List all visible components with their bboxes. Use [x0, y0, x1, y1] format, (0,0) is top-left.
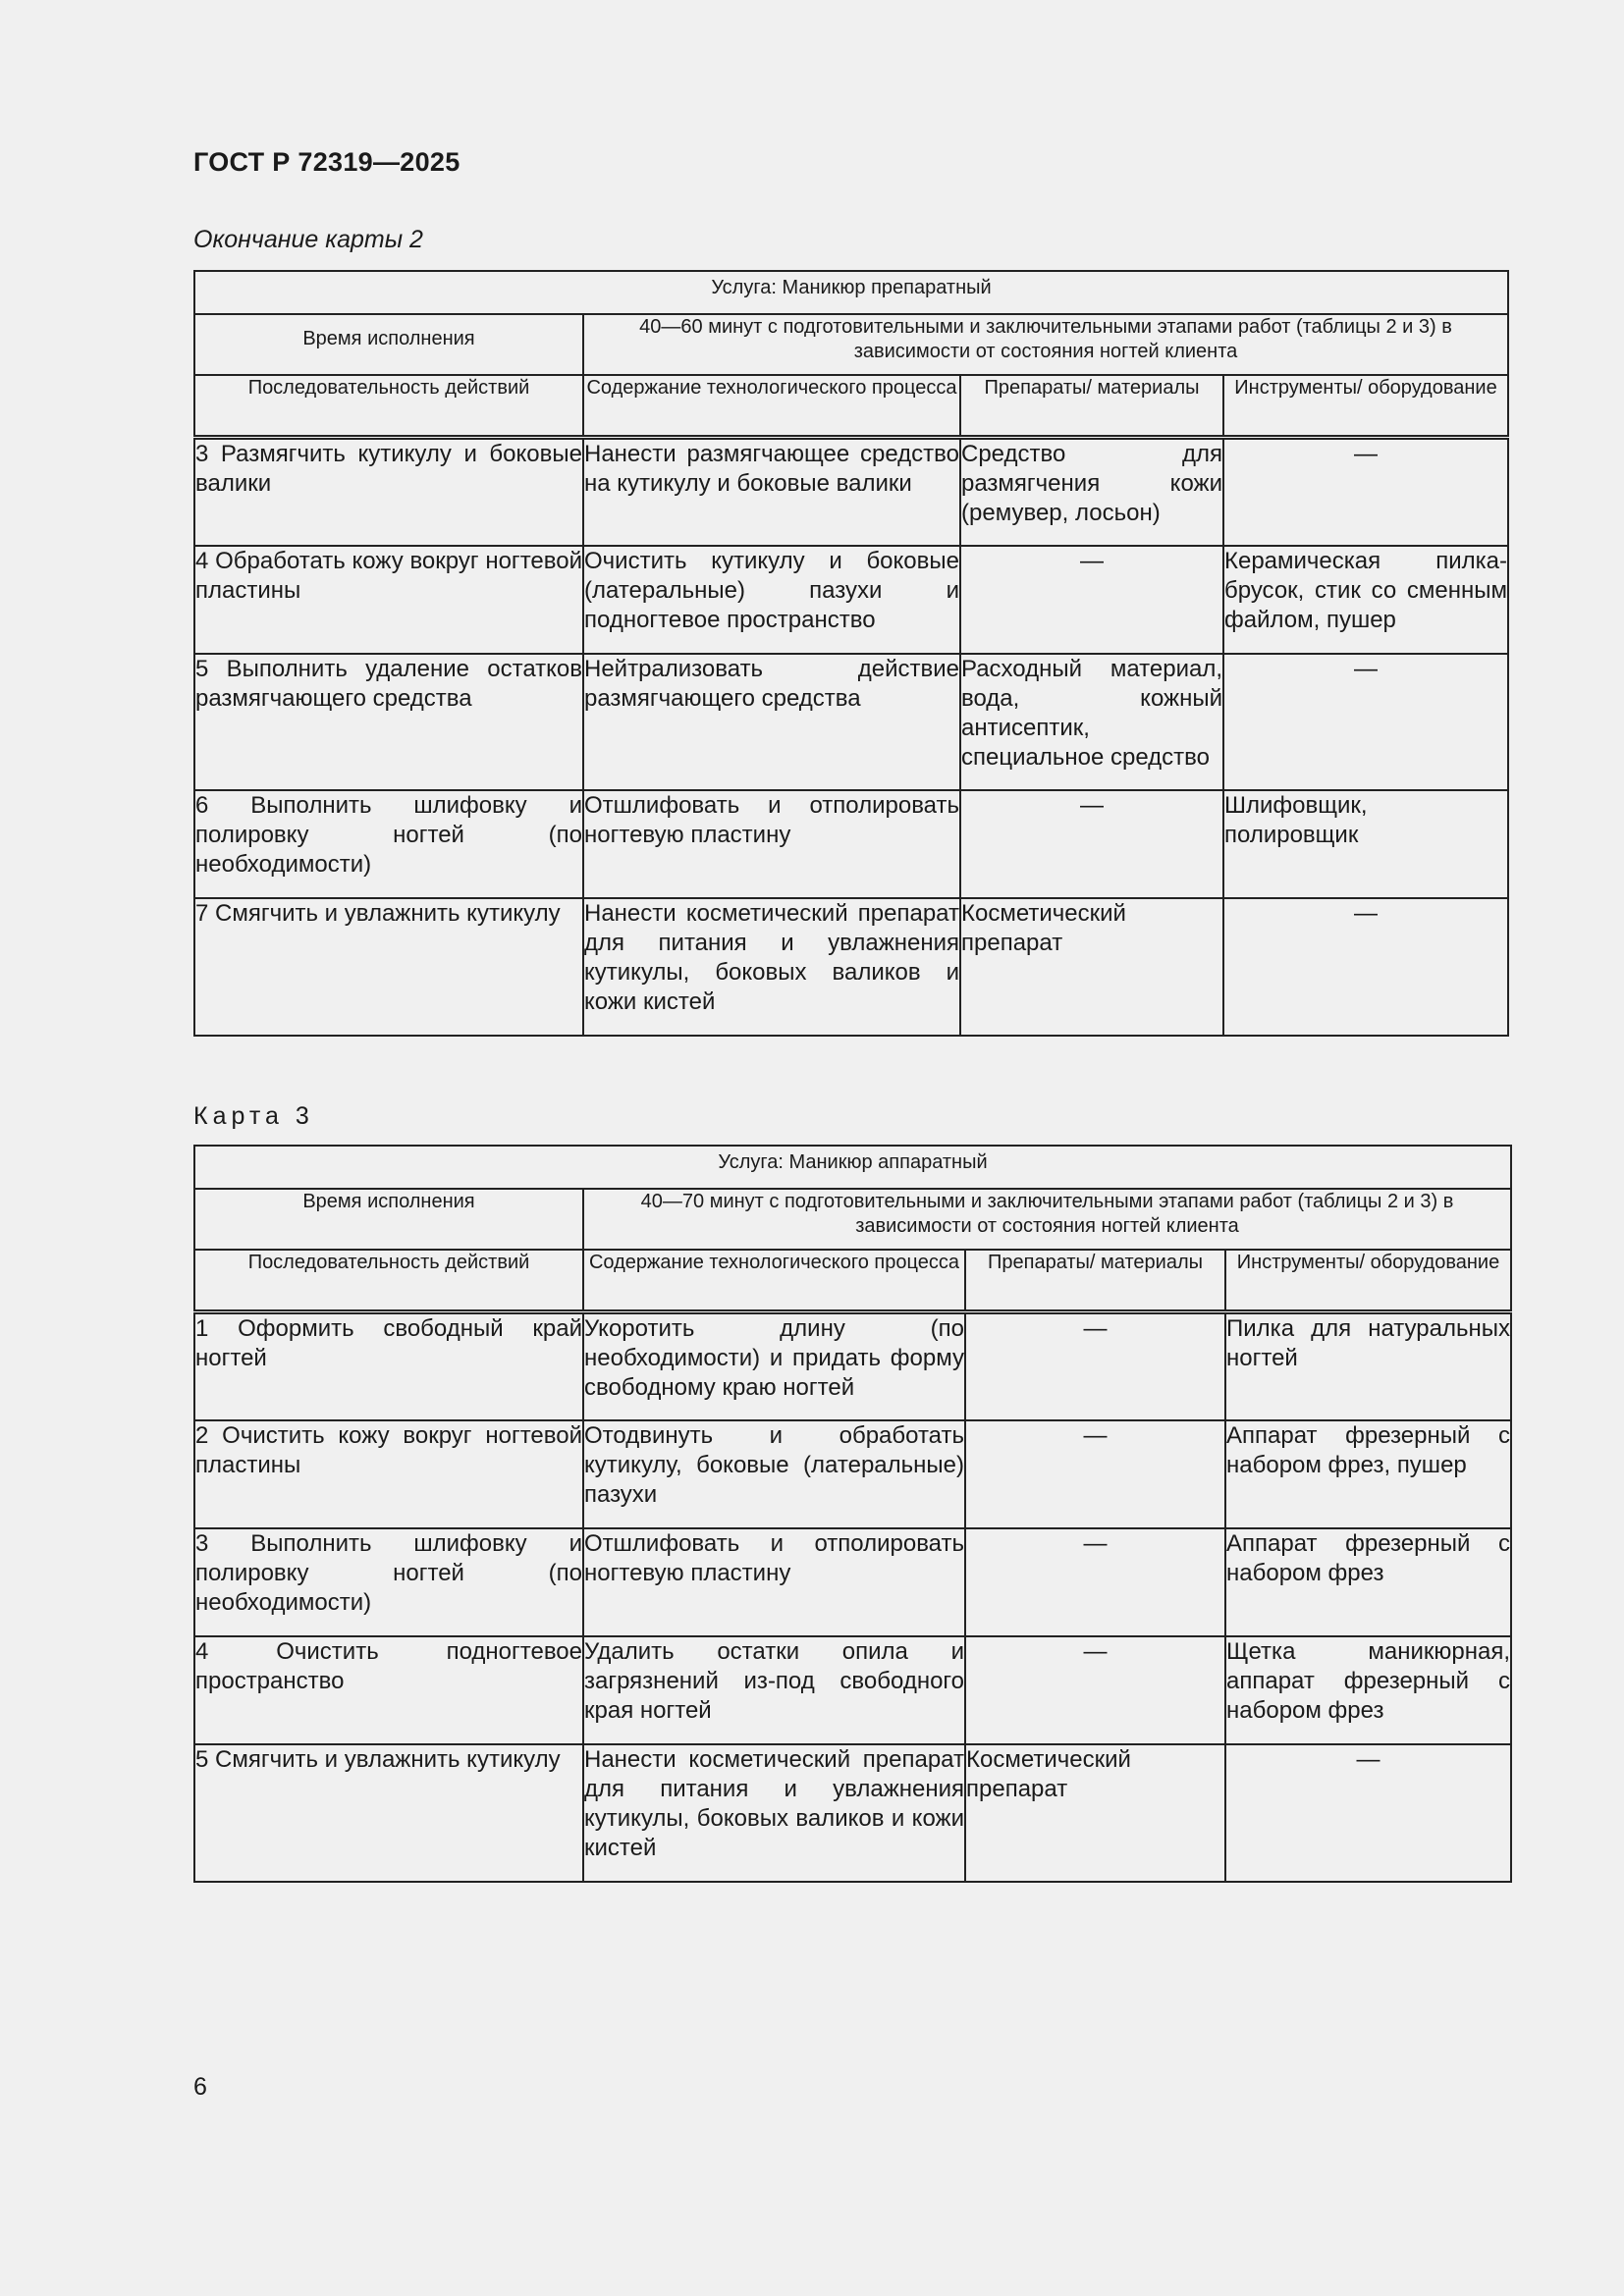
card2-col-sequence: Последовательность действий [194, 375, 583, 438]
card3-col-tools: Инструменты/ оборудование [1225, 1250, 1511, 1312]
page-number: 6 [193, 2073, 207, 2101]
card3-col-process: Содержание технологического процесса [583, 1250, 965, 1312]
card3-row-action: 1 Оформить свободный край ногтей [194, 1312, 583, 1420]
card2-col-materials: Препараты/ материалы [960, 375, 1223, 438]
card3-caption: Карта 3 [193, 1102, 314, 1130]
card2-row-process: Нанести размягчающее средство на кутикулу и боковые валики [583, 438, 960, 546]
card3-row-tools: Аппарат фрезерный с набором фрез [1225, 1528, 1511, 1636]
table-row [194, 790, 1508, 898]
card2-service: Услуга: Маникюр препаратный [194, 271, 1508, 314]
card2-row-tools: Керамическая пилка-брусок, стик со сменным файлом, пушер [1223, 546, 1508, 654]
card2-row-materials: Расходный материал, вода, кожный антисептик, специальное средство [960, 654, 1223, 790]
card3-row-action: 3 Выполнить шлифовку и полировку ногтей (по необходимости) [194, 1528, 583, 1636]
card2-row-tools: — [1223, 654, 1508, 790]
card3-row-process: Отшлифовать и отполировать ногтевую пластину [583, 1528, 965, 1636]
card2-row-tools: Шлифовщик, полировщик [1223, 790, 1508, 898]
card2-row-tools: — [1223, 898, 1508, 1036]
card2-row-process: Отшлифовать и отполировать ногтевую пластину [583, 790, 960, 898]
card3-row-materials: Косметический препарат [965, 1744, 1225, 1882]
card3-row-action: 2 Очистить кожу вокруг ногтевой пластины [194, 1420, 583, 1528]
card2-row-materials: Косметический препарат [960, 898, 1223, 1036]
card3-row-process: Удалить остатки опила и загрязнений из-под свободного края ногтей [583, 1636, 965, 1744]
card2-col-process: Содержание технологического процесса [583, 375, 960, 438]
card3-row-materials: — [965, 1528, 1225, 1636]
card2-row-materials: — [960, 546, 1223, 654]
card3-time-value: 40—70 минут с подготовительными и заключительными этапами работ (таблицы 2 и 3) в зависимости от состояния ногтей клиента [583, 1189, 1511, 1250]
card3-col-materials: Препараты/ материалы [965, 1250, 1225, 1312]
card3-col-sequence: Последовательность действий [194, 1250, 583, 1312]
card2-row-process: Нейтрализовать действие размягчающего средства [583, 654, 960, 790]
card3-row-process: Отодвинуть и обработать кутикулу, боковые (латеральные) пазухи [583, 1420, 965, 1528]
table-row [194, 1744, 1511, 1882]
table-row [194, 898, 1508, 1036]
card2-caption: Окончание карты 2 [193, 226, 423, 253]
table-row [194, 546, 1508, 654]
card3-service: Услуга: Маникюр аппаратный [194, 1146, 1511, 1189]
card3-row-process: Укоротить длину (по необходимости) и придать форму свободному краю ногтей [583, 1312, 965, 1420]
document-standard-title: ГОСТ Р 72319—2025 [193, 147, 460, 177]
card2-row-action: 6 Выполнить шлифовку и полировку ногтей (по необходимости) [194, 790, 583, 898]
card3-row-action: 4 Очистить подногтевое пространство [194, 1636, 583, 1744]
card3-row-tools: — [1225, 1744, 1511, 1882]
card2-row-action: 4 Обработать кожу вокруг ногтевой пластины [194, 546, 583, 654]
card2-row-process: Очистить кутикулу и боковые (латеральные) пазухи и подногтевое пространство [583, 546, 960, 654]
card3-row-tools: Щетка маникюрная, аппарат фрезерный с набором фрез [1225, 1636, 1511, 1744]
card3-row-tools: Аппарат фрезерный с набором фрез, пушер [1225, 1420, 1511, 1528]
card3-time-label: Время исполнения [194, 1189, 583, 1250]
table-row [194, 654, 1508, 790]
card3-table [193, 1145, 1512, 1883]
card3-row-action: 5 Смягчить и увлажнить кутикулу [194, 1744, 583, 1882]
card3-row-materials: — [965, 1312, 1225, 1420]
card2-row-action: 3 Размягчить кутикулу и боковые валики [194, 438, 583, 546]
card2-row-process: Нанести косметический препарат для питания и увлажнения кутикулы, боковых валиков и кожи кистей [583, 898, 960, 1036]
table-row [194, 1528, 1511, 1636]
card3-row-tools: Пилка для натуральных ногтей [1225, 1312, 1511, 1420]
card2-row-action: 5 Выполнить удаление остатков размягчающего средства [194, 654, 583, 790]
table-row [194, 1636, 1511, 1744]
card2-row-materials: Средство для размягчения кожи (ремувер, лосьон) [960, 438, 1223, 546]
card3-row-process: Нанести косметический препарат для питания и увлажнения кутикулы, боковых валиков и кожи кистей [583, 1744, 965, 1882]
card2-row-action: 7 Смягчить и увлажнить кутикулу [194, 898, 583, 1036]
card2-col-tools: Инструменты/ оборудование [1223, 375, 1508, 438]
table-row [194, 1420, 1511, 1528]
table-row [194, 1312, 1511, 1420]
card2-table [193, 270, 1509, 1037]
card2-time-label: Время исполнения [194, 314, 583, 375]
card3-row-materials: — [965, 1636, 1225, 1744]
card3-row-materials: — [965, 1420, 1225, 1528]
card2-row-tools: — [1223, 438, 1508, 546]
table-row [194, 438, 1508, 546]
card2-row-materials: — [960, 790, 1223, 898]
card2-time-value: 40—60 минут с подготовительными и заключительными этапами работ (таблицы 2 и 3) в зависимости от состояния ногтей клиента [583, 314, 1508, 375]
